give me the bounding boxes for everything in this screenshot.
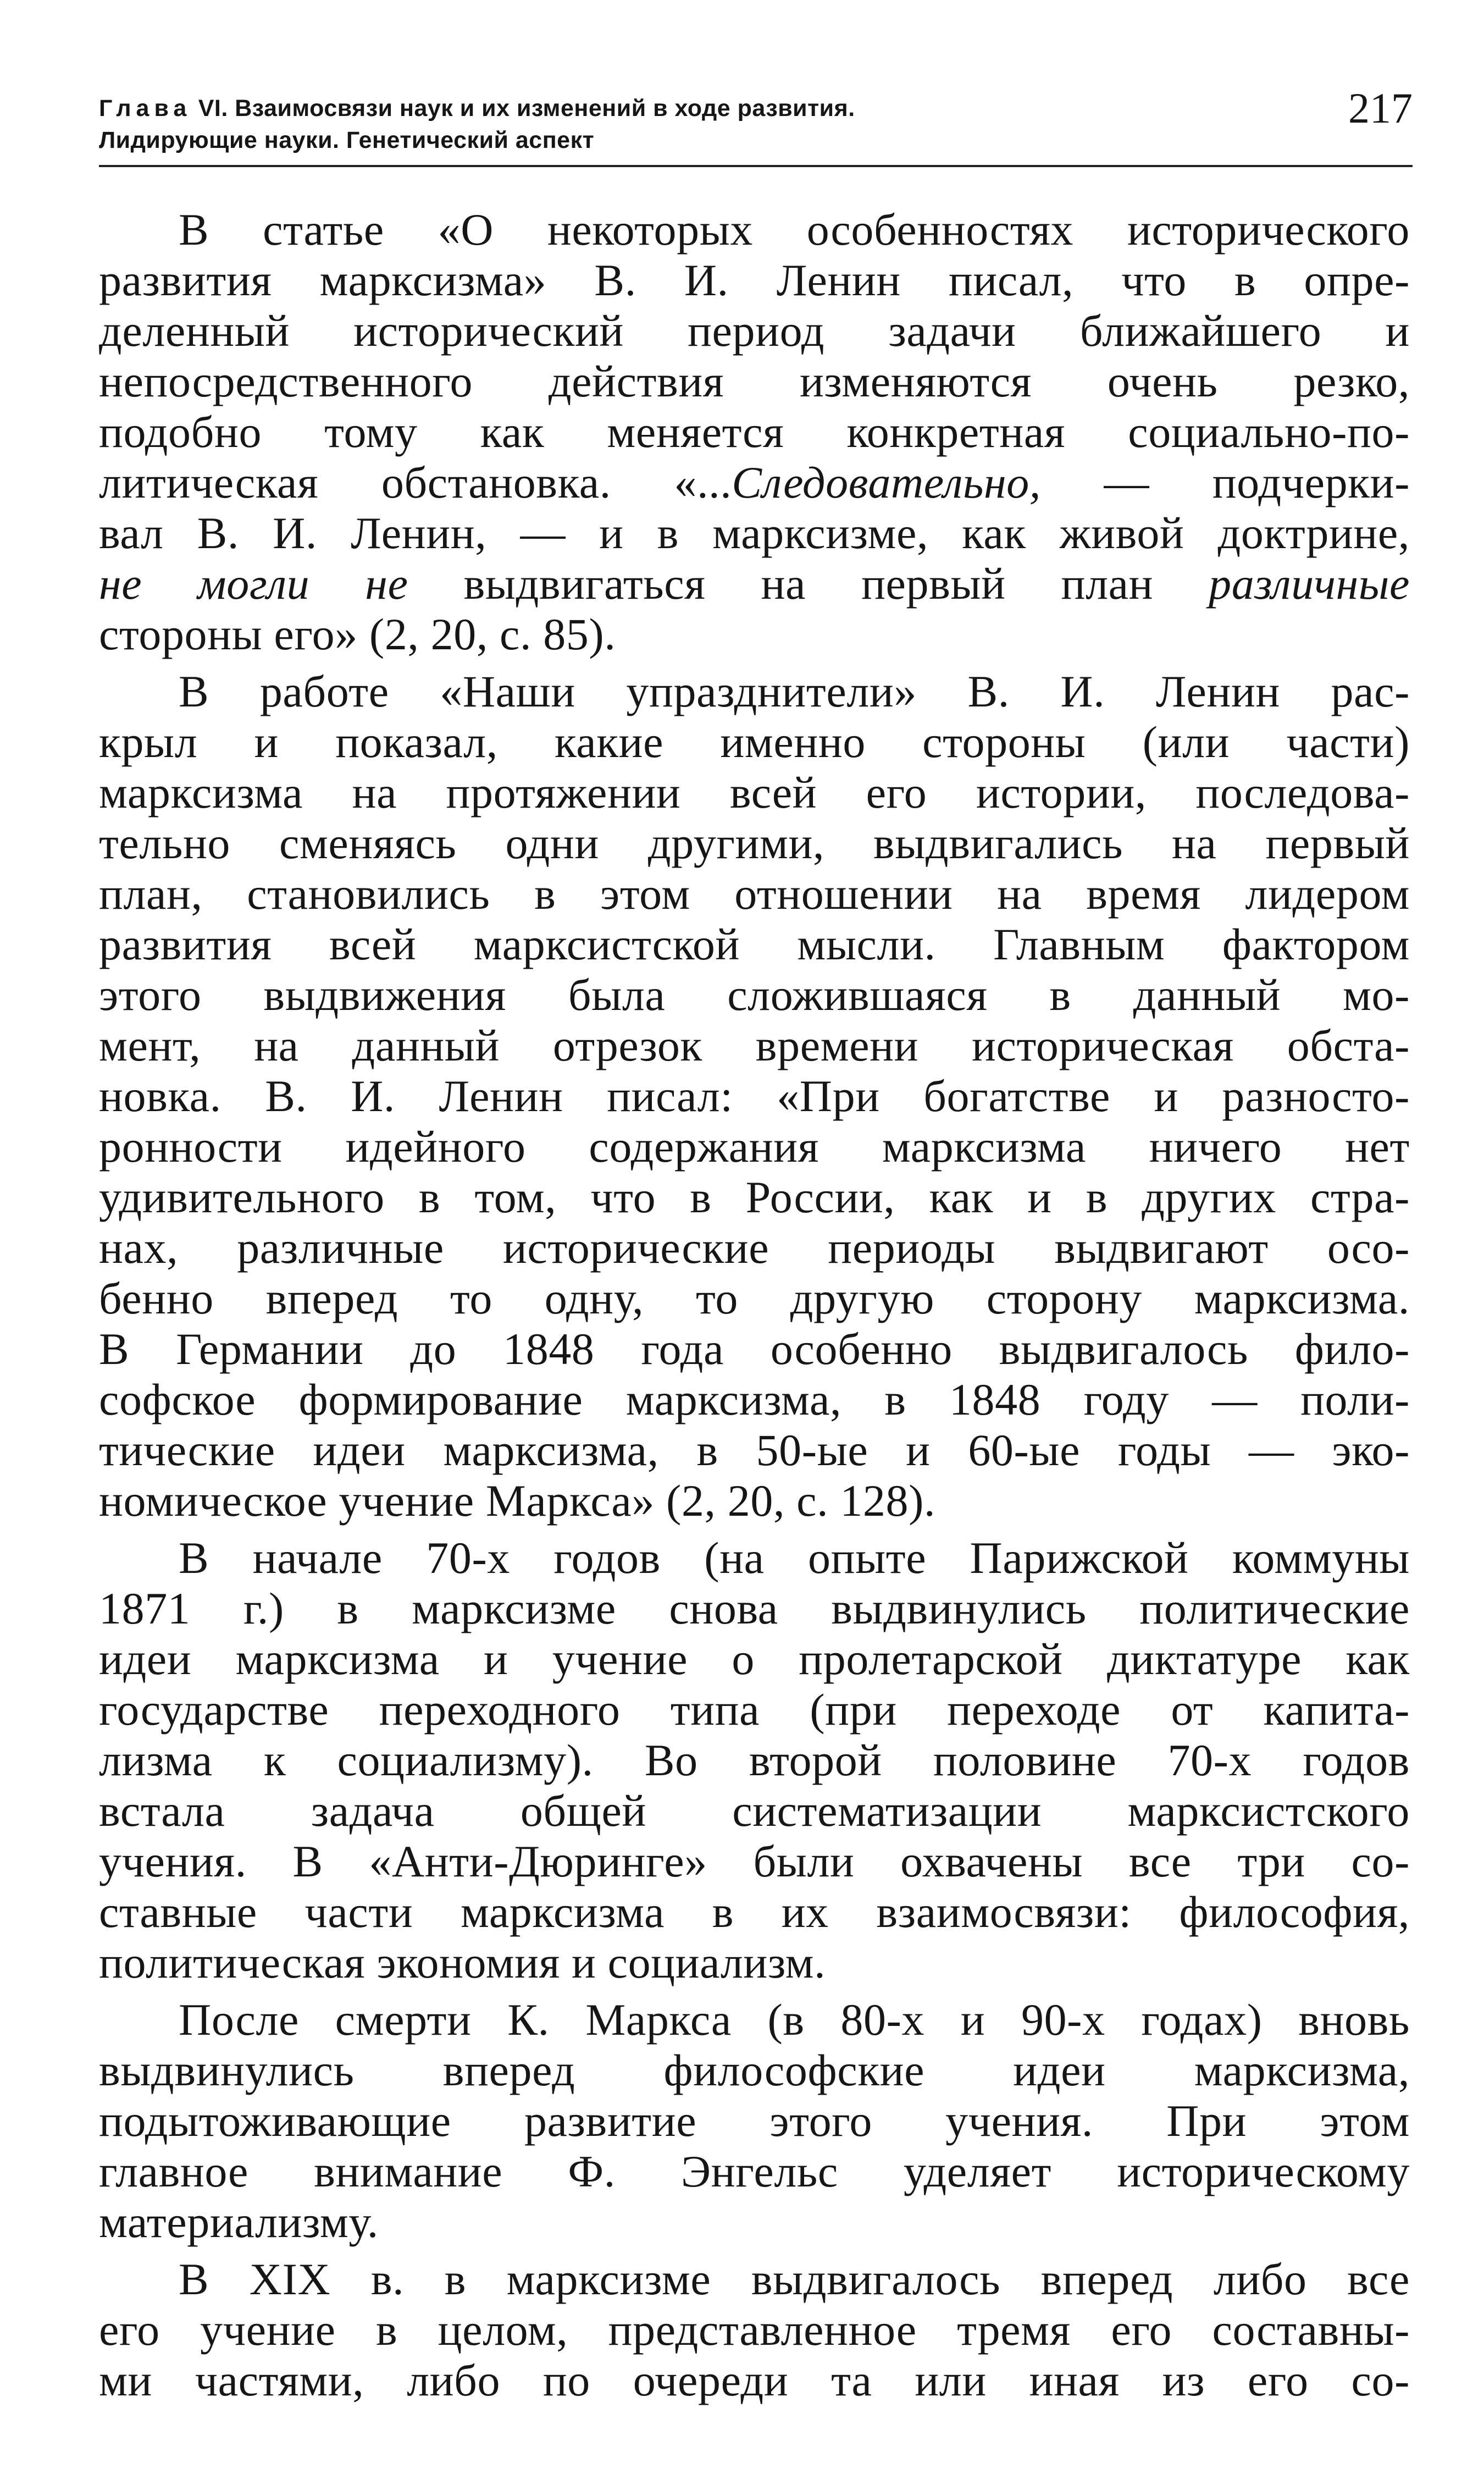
text-line: идеи марксизма и учение о пролетарской диктатуре как bbox=[99, 1634, 1410, 1684]
paragraph bbox=[99, 205, 1410, 660]
paragraph bbox=[99, 1533, 1410, 1988]
text-line: номическое учение Маркса» (2, 20, с. 128). bbox=[99, 1476, 936, 1526]
text-line: лизма к социализму). Во второй половине 70-х годов bbox=[99, 1735, 1410, 1785]
text-line: материализму. bbox=[99, 2197, 379, 2247]
text-line: мент, на данный отрезок времени историческая обста- bbox=[99, 1020, 1410, 1070]
text-line: стороны его» (2, 20, с. 85). bbox=[99, 609, 616, 659]
text-line: развития марксизма» В. И. Ленин писал, что в опре- bbox=[99, 255, 1410, 305]
text-line: бенно вперед то одну, то другую сторону марксизма. bbox=[99, 1273, 1410, 1323]
text-line: ронности идейного содержания марксизма ничего нет bbox=[99, 1122, 1410, 1172]
body-text bbox=[99, 205, 1410, 2412]
text-line: нах, различные исторические периоды выдвигают осо- bbox=[99, 1223, 1410, 1273]
page-number: 217 bbox=[1348, 84, 1413, 132]
text-line: этого выдвижения была сложившаяся в данный мо- bbox=[99, 970, 1410, 1020]
text-line: новка. В. И. Ленин писал: «При богатстве и разносто- bbox=[99, 1071, 1410, 1121]
paragraph bbox=[99, 1995, 1410, 2247]
text-line: выдвинулись вперед философские идеи марксизма, bbox=[99, 2045, 1410, 2095]
text-line: учения. В «Анти-Дюринге» были охвачены все три со- bbox=[99, 1836, 1410, 1886]
italic-emphasis: Следовательно, bbox=[732, 457, 1041, 507]
text-line: план, становились в этом отношении на время лидером bbox=[99, 869, 1410, 919]
text-line: встала задача общей систематизации марксистского bbox=[99, 1786, 1410, 1836]
italic-emphasis: не могли не bbox=[99, 559, 408, 609]
text-line: главное внимание Ф. Энгельс уделяет историческому bbox=[99, 2146, 1410, 2196]
text-line bbox=[99, 457, 1410, 508]
text-line: его учение в целом, представленное тремя его составны- bbox=[99, 2305, 1410, 2355]
paragraph bbox=[99, 666, 1410, 1526]
text-line: ставные части марксизма в их взаимосвязи: философия, bbox=[99, 1887, 1410, 1937]
text-line: государстве переходного типа (при переходе от капита- bbox=[99, 1685, 1410, 1735]
running-head bbox=[99, 84, 1413, 167]
text-line: ми частями, либо по очереди та или иная из его со- bbox=[99, 2355, 1410, 2405]
text-line: вал В. И. Ленин, — и в марксизме, как живой доктрине, bbox=[99, 508, 1410, 558]
text-line: В начале 70-х годов (на опыте Парижской коммуны bbox=[179, 1533, 1410, 1583]
text-line: марксизма на протяжении всей его истории, последова- bbox=[99, 767, 1410, 818]
text-line: В работе «Наши упразднители» В. И. Ленин рас- bbox=[179, 666, 1410, 716]
paragraph bbox=[99, 2254, 1410, 2406]
text-line: В XIX в. в марксизме выдвигалось вперед либо все bbox=[179, 2254, 1410, 2304]
text-line: тические идеи марксизма, в 50-ые и 60-ые годы — эко- bbox=[99, 1425, 1410, 1475]
text-line: непосредственного действия изменяются очень резко, bbox=[99, 356, 1410, 406]
text-line: крыл и показал, какие именно стороны (или части) bbox=[99, 717, 1410, 767]
text-run: выдвигаться на первый план bbox=[408, 559, 1209, 609]
text-line: развития всей марксистской мысли. Главным фактором bbox=[99, 919, 1410, 969]
chapter-title: VI. Взаимосвязи наук и их изменений в ходе развития. bbox=[198, 95, 855, 122]
text-line: деленный исторический период задачи ближайшего и bbox=[99, 306, 1410, 356]
chapter-line bbox=[99, 92, 855, 124]
text-line: политическая экономия и социализм. bbox=[99, 1937, 826, 1987]
chapter-word: Глава bbox=[99, 95, 192, 122]
text-run: литическая обстановка. «... bbox=[99, 457, 732, 507]
text-line: подытоживающие развитие этого учения. При этом bbox=[99, 2096, 1410, 2146]
text-line: В Германии до 1848 года особенно выдвигалось фило- bbox=[99, 1324, 1410, 1374]
text-line bbox=[99, 559, 1410, 609]
text-line: удивительного в том, что в России, как и в других стра- bbox=[99, 1172, 1410, 1222]
text-line: софское формирование марксизма, в 1848 году — поли- bbox=[99, 1374, 1410, 1424]
text-run: — подчерки- bbox=[1040, 457, 1410, 507]
text-line: подобно тому как меняется конкретная социально-по- bbox=[99, 407, 1410, 457]
text-line: После смерти К. Маркса (в 80-х и 90-х годах) вновь bbox=[179, 1995, 1410, 2045]
italic-emphasis: различные bbox=[1209, 559, 1410, 609]
text-line: тельно сменяясь одни другими, выдвигались на первый bbox=[99, 818, 1410, 868]
text-line: 1871 г.) в марксизме снова выдвинулись политические bbox=[99, 1583, 1410, 1633]
text-line: В статье «О некоторых особенностях исторического bbox=[179, 205, 1410, 255]
chapter-subtitle: Лидирующие науки. Генетический аспект bbox=[99, 127, 595, 153]
running-head-text bbox=[99, 92, 855, 156]
